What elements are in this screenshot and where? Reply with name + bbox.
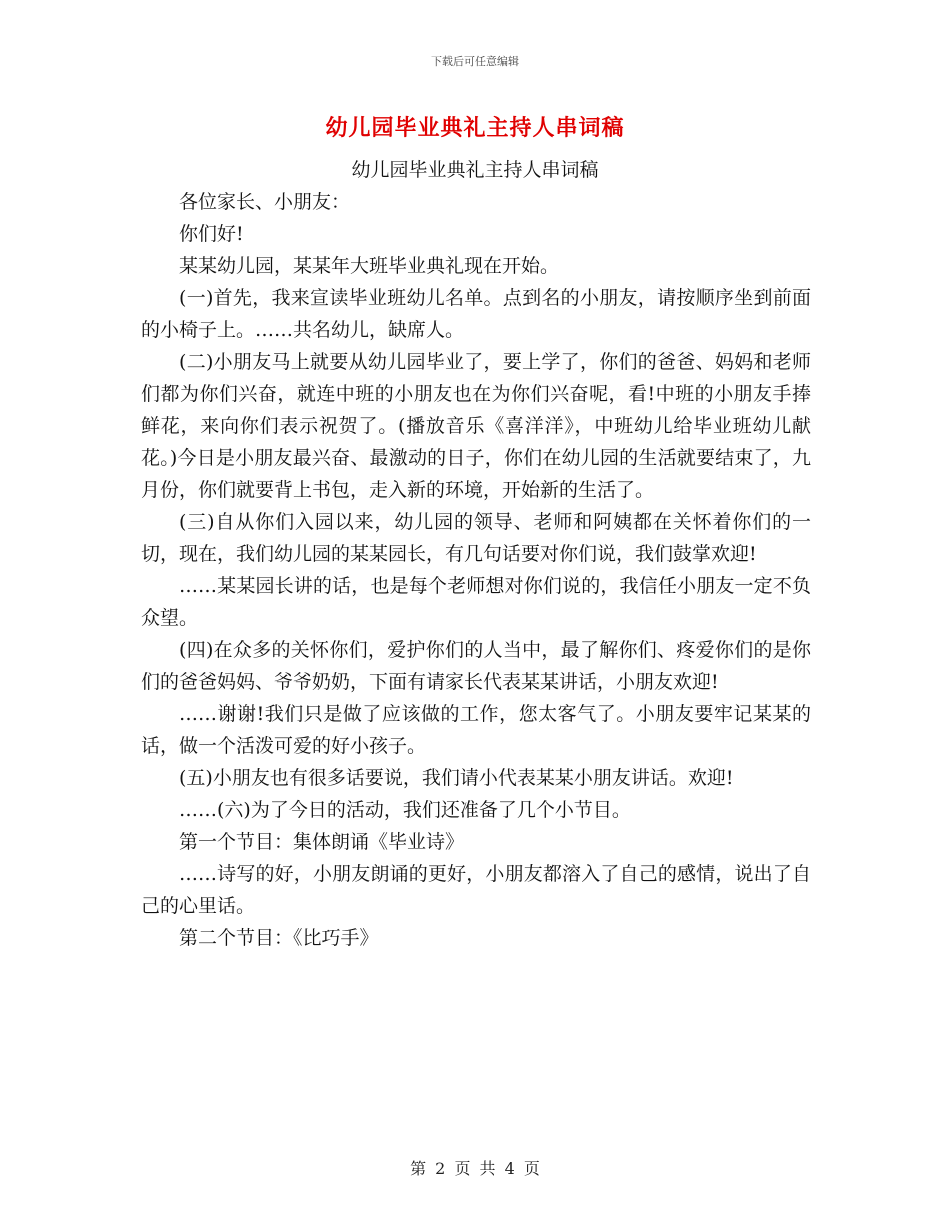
paragraph: (四)在众多的关怀你们，爱护你们的人当中，最了解你们、疼爱你们的是你们的爸爸妈妈、爷爷奶奶，下面有请家长代表某某讲话，小朋友欢迎! — [141, 639, 811, 693]
paragraph: 你们好! — [179, 223, 244, 245]
document-body — [141, 186, 811, 954]
paragraph: ……(六)为了今日的活动，我们还准备了几个小节目。 — [179, 799, 631, 821]
paragraph: ……谢谢!我们只是做了应该做的工作，您太客气了。小朋友要牢记某某的话，做一个活泼可爱的好小孩子。 — [141, 703, 811, 757]
header-note: 下载后可任意编辑 — [431, 55, 519, 68]
paragraph: (二)小朋友马上就要从幼儿园毕业了，要上学了，你们的爸爸、妈妈和老师们都为你们兴奋，就连中班的小朋友也在为你们兴奋呢，看!中班的小朋友手捧鲜花，来向你们表示祝贺了。(播放音乐《喜洋洋》，中班幼儿给毕业班幼儿献花。)今日是小朋友最兴奋、最激动的日子，你们在幼儿园的生活就要结束了，九月份，你们就要背上书包，走入新的环境，开始新的生活了。 — [141, 351, 811, 501]
document-title: 幼儿园毕业典礼主持人串词稿 — [325, 115, 625, 141]
paragraph: ……某某园长讲的话，也是每个老师想对你们说的，我信任小朋友一定不负众望。 — [141, 575, 811, 629]
paragraph: (三)自从你们入园以来，幼儿园的领导、老师和阿姨都在关怀着你们的一切，现在，我们幼儿园的某某园长，有几句话要对你们说，我们鼓掌欢迎! — [141, 511, 811, 565]
paragraph: 第二个节目：《比巧手》 — [179, 927, 379, 949]
page-footer: 第 2 页 共 4 页 — [410, 1159, 540, 1178]
paragraph: (一)首先，我来宣读毕业班幼儿名单。点到名的小朋友，请按顺序坐到前面的小椅子上。……共名幼儿，缺席人。 — [141, 287, 811, 341]
paragraph: (五)小朋友也有很多话要说，我们请小代表某某小朋友讲话。欢迎! — [179, 767, 734, 789]
paragraph: 第一个节目：集体朗诵《毕业诗》 — [179, 831, 465, 853]
paragraph: 某某幼儿园，某某年大班毕业典礼现在开始。 — [179, 255, 560, 277]
paragraph: 各位家长、小朋友： — [179, 191, 351, 213]
document-subtitle: 幼儿园毕业典礼主持人串词稿 — [351, 159, 599, 181]
paragraph: ……诗写的好，小朋友朗诵的更好，小朋友都溶入了自己的感情，说出了自己的心里话。 — [141, 863, 811, 917]
